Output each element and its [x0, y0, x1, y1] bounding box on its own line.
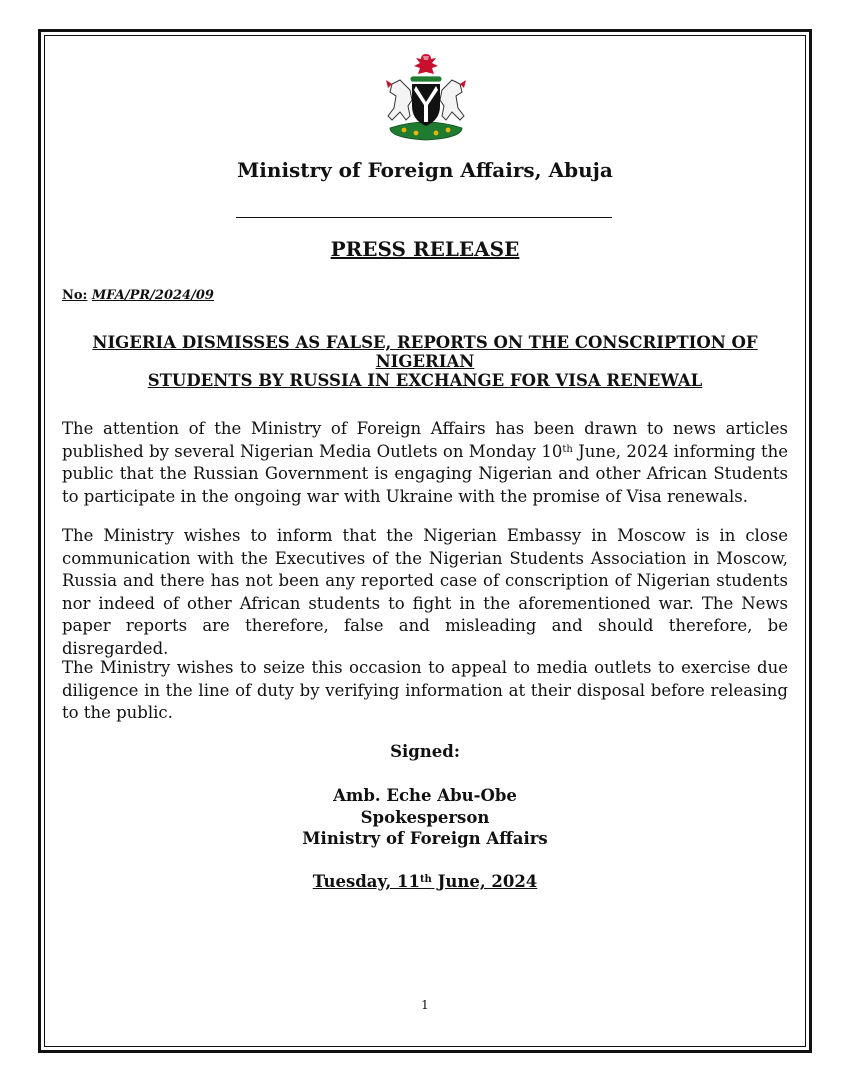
- title-divider: [236, 217, 612, 218]
- signature-block: [0, 785, 850, 850]
- release-date-after: June, 2024: [431, 872, 538, 891]
- release-date: [0, 872, 850, 891]
- paragraph-1-ordinal: th: [562, 443, 573, 455]
- paragraph-1-after: June, 2024 informing the public that the Russian Government is engaging Nigerian and other African Students to participate in the ongoing war with Ukraine with the promise of Visa renewals.: [62, 441, 788, 506]
- press-release-heading: PRESS RELEASE: [330, 237, 520, 261]
- paragraph-1-before: The attention of the Ministry of Foreign Affairs has been drawn to news articles published by several Nigerian Media Outlets on Monday 10: [62, 419, 788, 461]
- ministry-title: Ministry of Foreign Affairs, Abuja: [237, 158, 613, 182]
- release-date-before: Tuesday, 11: [312, 872, 420, 891]
- release-date-ordinal: th: [419, 874, 432, 885]
- reference-code: MFA/PR/2024/09: [91, 288, 214, 303]
- signatory-office: Ministry of Foreign Affairs: [302, 829, 548, 848]
- paragraph-3: The Ministry wishes to seize this occasion to appeal to media outlets to exercise due diligence in the line of duty by verifying information at their disposal before releasing to the public.: [62, 658, 788, 722]
- signatory-title: Spokesperson: [360, 807, 490, 827]
- paragraph-1: [62, 418, 788, 508]
- headline: [62, 333, 788, 390]
- reference-label: No:: [62, 288, 88, 303]
- coat-of-arms-of-nigeria-icon: [374, 50, 478, 142]
- signatory-name: Amb. Eche Abu-Obe: [333, 786, 517, 805]
- headline-line-1: NIGERIA DISMISSES AS FALSE, REPORTS ON THE CONSCRIPTION OF NIGERIAN: [92, 333, 758, 371]
- headline-line-2: STUDENTS BY RUSSIA IN EXCHANGE FOR VISA RENEWAL: [147, 371, 703, 390]
- reference-number: [62, 288, 214, 303]
- signed-label: Signed:: [390, 742, 460, 761]
- page-number: 1: [421, 998, 429, 1012]
- paragraph-2: The Ministry wishes to inform that the Nigerian Embassy in Moscow is in close communication with the Executives of the Nigerian Students Association in Moscow, Russia and there has not been any reported case of conscription of Nigerian students nor indeed of other African students to fight in the aforementioned war. The News paper reports are therefore, false and misleading and should therefore, be disregarded.: [62, 526, 788, 658]
